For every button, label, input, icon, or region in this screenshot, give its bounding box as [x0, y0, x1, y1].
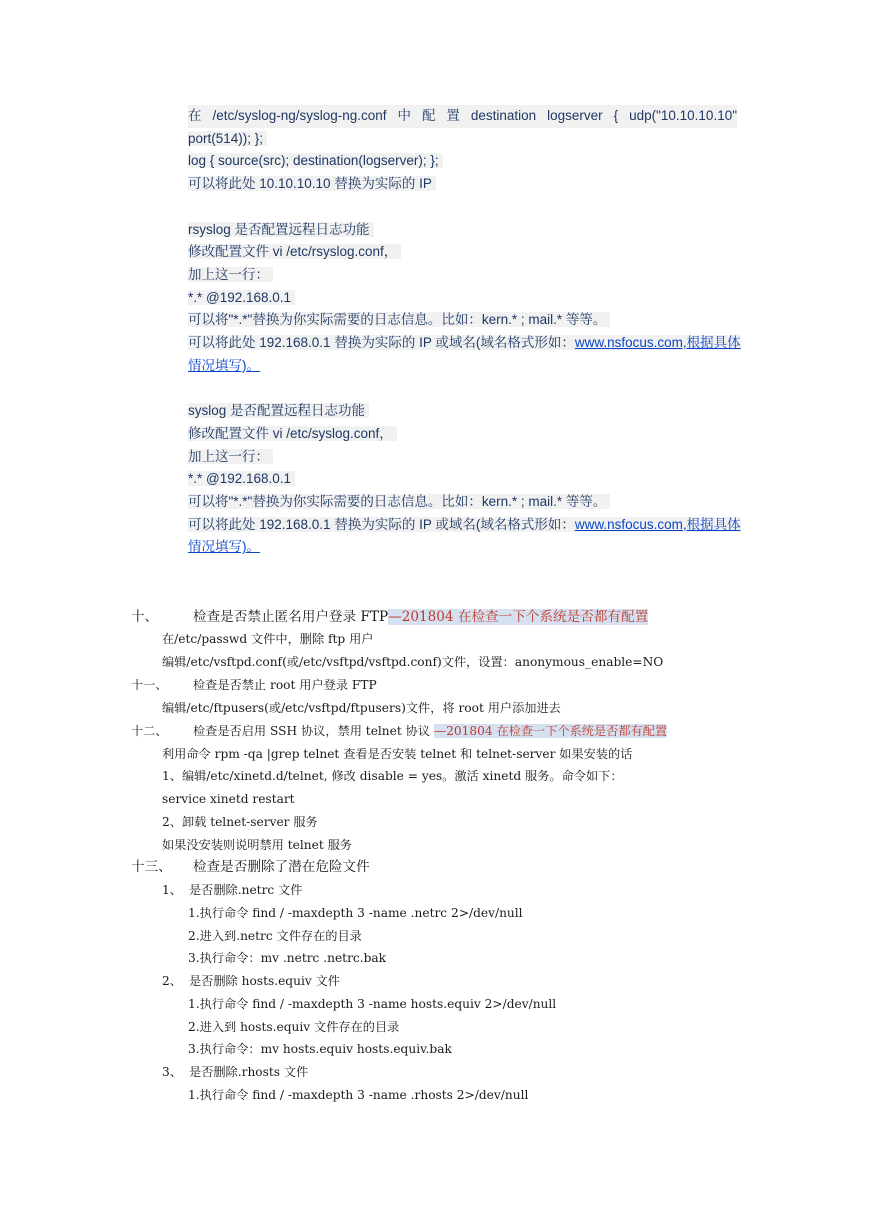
syslog-line: *.* @192.168.0.1 [188, 471, 295, 486]
section-12-title: 检查是否启用 SSH 协议，禁用 telnet 协议 [193, 724, 431, 738]
section-12-heading [193, 721, 667, 741]
rsyslog-link-cont[interactable]: 情况填写)。 [188, 357, 260, 373]
word: { [613, 108, 619, 123]
syslog-ng-line-3: log { source(src); destination(logserver); }; [188, 153, 443, 168]
rsyslog-add: 加上这一行： [188, 267, 273, 282]
item-1-step-2: 2.进入到.netrc 文件存在的目录 [188, 929, 362, 943]
section-12-number: 十二、 [131, 724, 168, 738]
word: /etc/syslog-ng/syslog-ng.conf [212, 108, 387, 123]
word: logserver [547, 108, 603, 123]
rsyslog-replace: 可以将"*.*"替换为你实际需要的日志信息。比如：kern.* ; mail.* 等等。 [188, 312, 610, 327]
item-2-step-1: 1.执行命令 find / -maxdepth 3 -name hosts.equiv 2>/dev/null [188, 997, 557, 1011]
section-10-number: 十、 [131, 609, 159, 625]
syslog-ng-line-4: 可以将此处 10.10.10.10 替换为实际的 IP [188, 176, 436, 191]
rsyslog-link[interactable]: www.nsfocus.com,根据具体 [574, 335, 741, 351]
section-12-line-1: 利用命令 rpm -qa |grep telnet 查看是否安装 telnet 和 telnet-server 如果安装的话 [162, 747, 633, 761]
item-2-number: 2、 [162, 974, 182, 988]
section-10-note: —201804 在检查一下个系统是否都有配置 [388, 609, 649, 625]
section-10-line-2: 编辑/etc/vsftpd.conf(或/etc/vsftpd/vsftpd.conf)文件，设置：anonymous_enable=NO [162, 655, 664, 669]
section-13-number: 十三、 [131, 859, 172, 875]
syslog-replace: 可以将"*.*"替换为你实际需要的日志信息。比如：kern.* ; mail.* 等等。 [188, 494, 610, 509]
section-12-line-3: service xinetd restart [162, 792, 295, 806]
section-11-title: 检查是否禁止 root 用户登录 FTP [193, 678, 377, 692]
section-12-line-2: 1、编辑/etc/xinetd.d/telnet, 修改 disable = yes。激活 xinetd 服务。命令如下： [162, 769, 623, 783]
word: 中 [397, 108, 411, 123]
item-1-step-1: 1.执行命令 find / -maxdepth 3 -name .netrc 2>/dev/null [188, 906, 523, 920]
item-3-step-1: 1.执行命令 find / -maxdepth 3 -name .rhosts 2>/dev/null [188, 1088, 529, 1102]
section-11-number: 十一、 [131, 678, 168, 692]
syslog-edit: 修改配置文件 vi /etc/syslog.conf， [188, 426, 397, 441]
rsyslog-title: rsyslog 是否配置远程日志功能 [188, 222, 374, 237]
item-2-title: 是否删除 hosts.equiv 文件 [189, 974, 340, 988]
word: 配 [421, 108, 436, 123]
section-12-line-5: 如果没安装则说明禁用 telnet 服务 [162, 838, 352, 852]
item-1-title: 是否删除.netrc 文件 [189, 883, 303, 897]
word: 在 [188, 108, 202, 123]
item-3-title: 是否删除.rhosts 文件 [189, 1065, 309, 1079]
syslog-ng-line-1 [188, 105, 737, 128]
section-12-line-4: 2、卸载 telnet-server 服务 [162, 815, 318, 829]
syslog-ip-text [188, 517, 741, 532]
item-2-step-2: 2.进入到 hosts.equiv 文件存在的目录 [188, 1020, 400, 1034]
section-10-line-1: 在/etc/passwd 文件中，删除 ftp 用户 [162, 632, 374, 646]
item-2-step-3: 3.执行命令：mv hosts.equiv hosts.equiv.bak [188, 1042, 452, 1056]
item-1-step-3: 3.执行命令：mv .netrc .netrc.bak [188, 951, 387, 965]
syslog-link[interactable]: www.nsfocus.com,根据具体 [574, 516, 741, 532]
section-11-line-1: 编辑/etc/ftpusers(或/etc/vsftpd/ftpusers)文件，将 root 用户添加进去 [162, 701, 561, 715]
syslog-title: syslog 是否配置远程日志功能 [188, 403, 369, 418]
rsyslog-ip-prefix: 可以将此处 192.168.0.1 替换为实际的 IP 或域名(域名格式形如： [188, 335, 575, 351]
word: udp("10.10.10.10" [629, 108, 737, 123]
item-1-number: 1、 [162, 883, 182, 897]
section-10-title: 检查是否禁止匿名用户登录 FTP [193, 609, 389, 625]
syslog-ng-line-2: port(514)); }; [188, 131, 267, 146]
section-12-note: —201804 在检查一下个系统是否都有配置 [433, 724, 668, 738]
word: destination [470, 108, 537, 123]
word: 置 [446, 108, 460, 123]
syslog-ip-prefix: 可以将此处 192.168.0.1 替换为实际的 IP 或域名(域名格式形如： [188, 516, 575, 532]
syslog-link-cont[interactable]: 情况填写)。 [188, 539, 260, 555]
syslog-add: 加上这一行： [188, 449, 273, 464]
rsyslog-edit: 修改配置文件 vi /etc/rsyslog.conf， [188, 244, 401, 259]
item-3-number: 3、 [162, 1065, 182, 1079]
rsyslog-ip-text [188, 335, 741, 350]
config-block [188, 105, 740, 559]
section-13-title: 检查是否删除了潜在危险文件 [193, 859, 370, 875]
section-10-heading [193, 606, 648, 628]
rsyslog-line: *.* @192.168.0.1 [188, 290, 295, 305]
